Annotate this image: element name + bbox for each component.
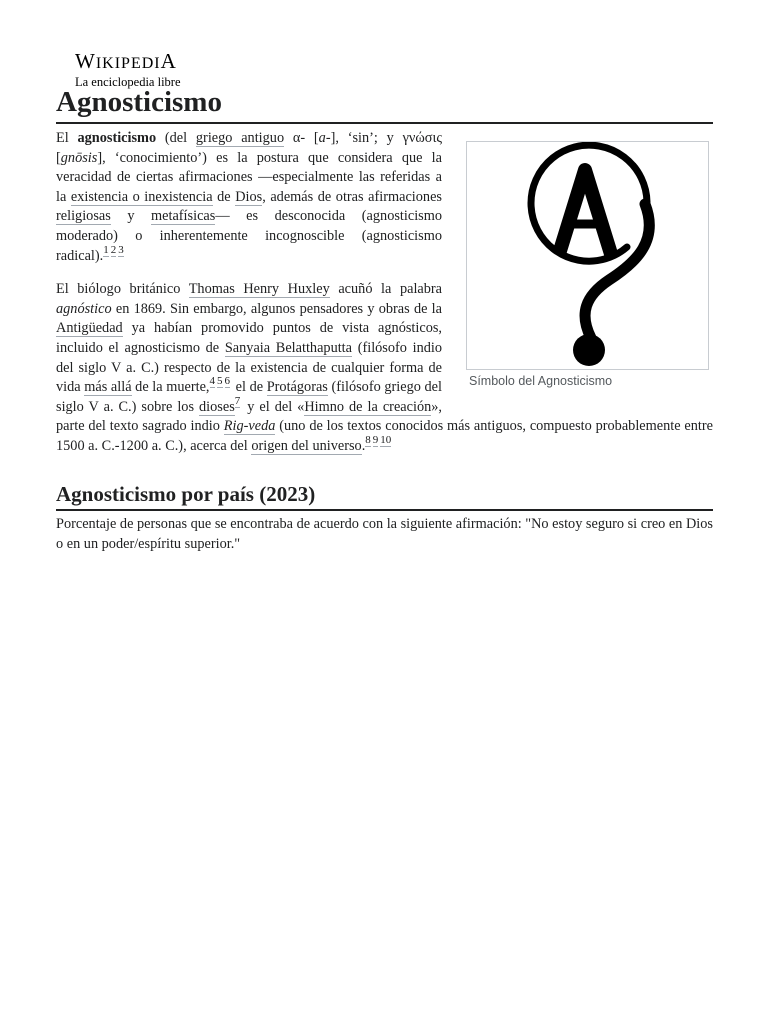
intro-paragraph: El agnosticismo (del griego antiguo α- [a-], ‘sin’; y γνώσις [gnōsis], ‘conocimiento’) es la postura que considera que la veracidad de ciertas afirmaciones —especialmente las referidas a la existencia o inexistencia de Dios, además de otras afirmaciones religiosas y metafísicas— es desconocida (agnosticismo moderado) o inherentemente incognoscible (agnosticismo radical).$^{1 2 3}$ [56, 130, 442, 264]
ref-link[interactable]: 3 [118, 243, 124, 256]
ref-link[interactable]: 10 [380, 433, 392, 446]
infobox-caption: Símbolo del Agnosticismo [469, 374, 613, 388]
section-paragraph: Porcentaje de personas que se encontraba de acuerdo con la siguiente afirmación: "No estoy seguro si creo en Dios o en un poder/espíritu superior." [56, 516, 713, 552]
ref-link[interactable]: 5 [217, 375, 223, 388]
link-metafisicas[interactable]: metafísicas [151, 208, 216, 225]
section-heading: Agnosticismo por país (2023) [56, 480, 713, 511]
link-rig-veda[interactable]: Rig-veda [223, 418, 276, 435]
link-himno[interactable]: Himno de la creación [304, 398, 432, 415]
link-origen-universo[interactable]: origen del universo [251, 437, 362, 454]
logo-tagline: La enciclopedia libre [75, 75, 181, 89]
link-dios[interactable]: Dios [235, 188, 263, 205]
link-dioses[interactable]: dioses [199, 398, 235, 415]
article-body [56, 129, 713, 457]
ref-group-1 [103, 244, 126, 256]
ref-link[interactable]: 8 [365, 433, 371, 446]
wikipedia-wordmark-icon: WIKIPEDIA [75, 49, 177, 73]
ref-link[interactable]: 2 [110, 243, 117, 256]
link-sanyaia[interactable]: Sanyaia Belatthaputta [224, 339, 353, 356]
ref-link[interactable]: 7 [234, 394, 241, 407]
link-protagoras[interactable]: Protágoras [266, 379, 328, 396]
link-religiosas[interactable]: religiosas [56, 208, 111, 225]
link-mas-alla[interactable]: más allá [84, 379, 132, 396]
link-antiguedad[interactable]: Antigüedad [56, 320, 123, 337]
ref-link[interactable]: 4 [209, 375, 216, 388]
ref-link[interactable]: 6 [224, 375, 231, 388]
page-title: Agnosticismo [56, 84, 713, 124]
link-existencia[interactable]: existencia o inexistencia [70, 188, 213, 205]
link-griego-antiguo[interactable]: griego antiguo [195, 130, 285, 146]
link-huxley[interactable]: Thomas Henry Huxley [188, 281, 330, 298]
ref-group-4 [365, 434, 393, 446]
ref-link[interactable]: 9 [372, 433, 379, 446]
term-bold: agnosticismo [77, 130, 157, 146]
ref-link[interactable]: 1 [103, 243, 109, 256]
history-paragraph: El biólogo británico Thomas Henry Huxley acuñó la palabra agnóstico en 1869. Sin embargo, algunos pensadores y obras de la Antigüedad ya habían promovido puntos de vista agnósticos, incluido el agnosticismo de Sanyaia Belatthaputta (filósofo indio del siglo V a. C.) respecto de la existencia de cualquier forma de vida más allá de la muerte,$^{4 5 6}$ el de Protágoras (filósofo griego del siglo V a. C.) sobre los dioses$^7$ y el del «Himno de la creación», parte del texto sagrado indio Rig-veda (uno de los textos conocidos más antiguos, compuesto probablemente entre 1500 a. C.-1200 a. C.), acerca del origen del universo.$^{8 9 10}$ [56, 281, 713, 454]
ref-group-2 [210, 375, 233, 387]
